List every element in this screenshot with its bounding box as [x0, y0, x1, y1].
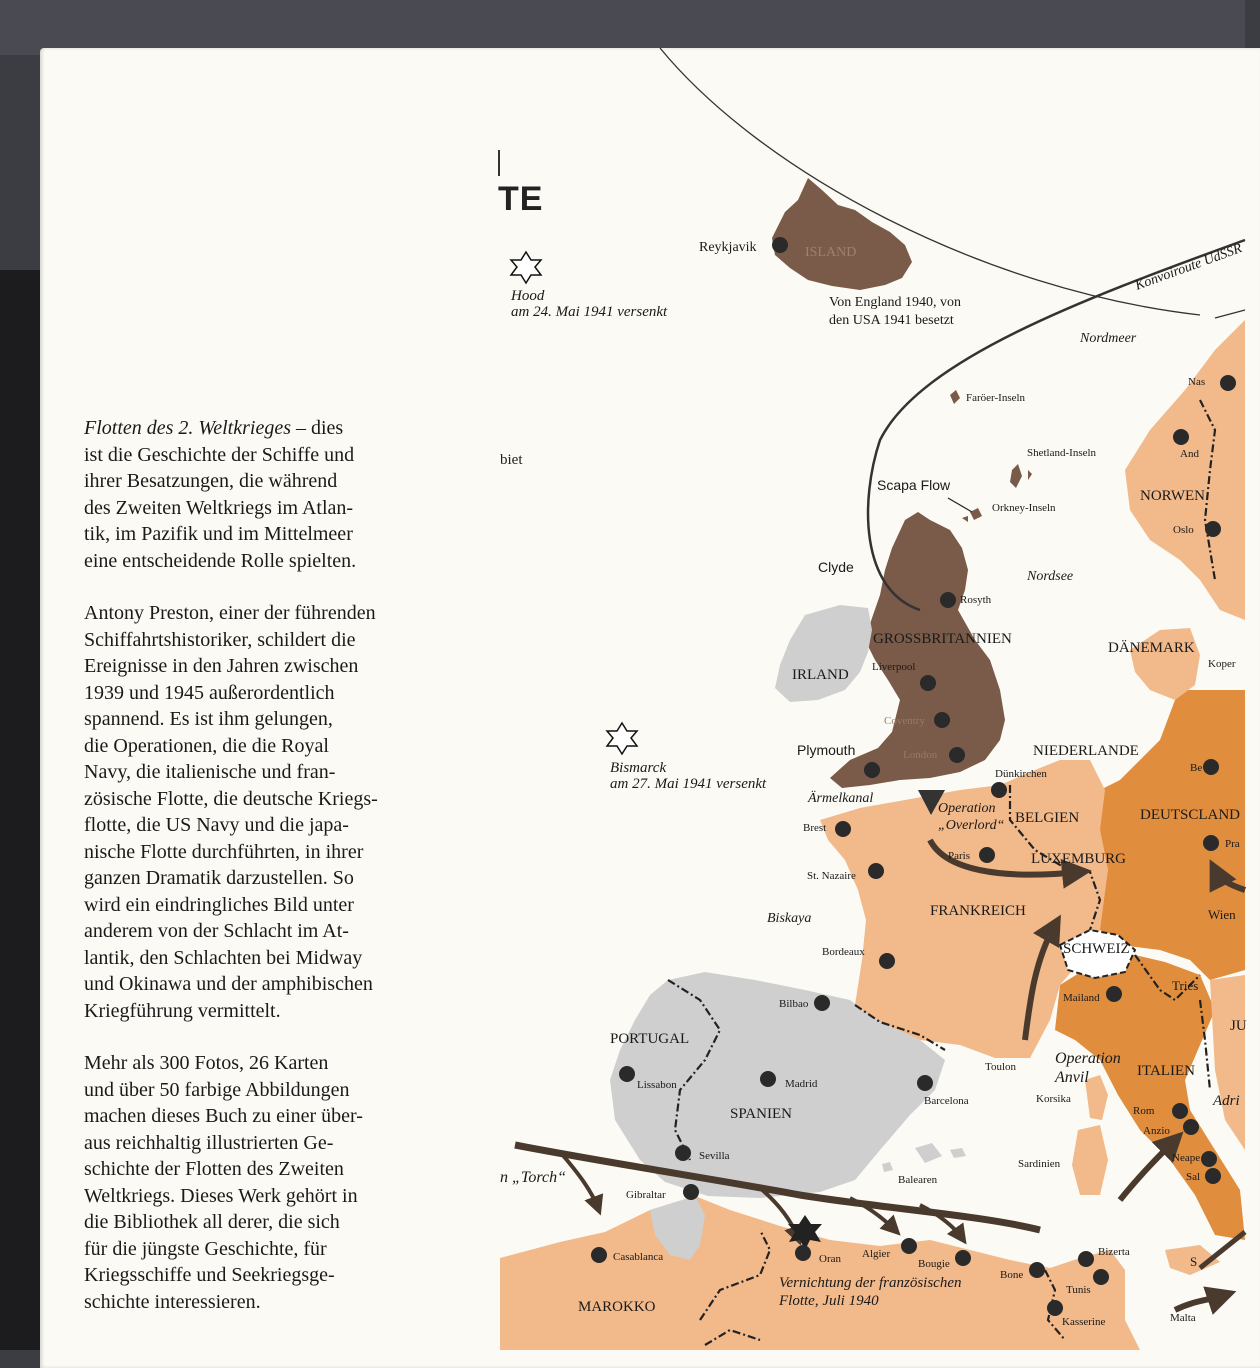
torch-label: n „Torch“: [500, 1169, 566, 1186]
place-label: St. Nazaire: [807, 870, 856, 882]
country-label: SPANIEN: [730, 1106, 792, 1122]
italy-arrow: [1120, 1140, 1175, 1200]
blurb-line: und über 50 farbige Abbildungen: [84, 1078, 350, 1101]
book-spine: [0, 270, 40, 1350]
place-label: Wien: [1208, 907, 1236, 922]
place-label: Koper: [1208, 658, 1236, 670]
place-label: Anzio: [1143, 1125, 1170, 1137]
blurb-line: ganzen Dramatik darzustellen. So: [84, 867, 354, 889]
place-label: Plymouth: [797, 742, 856, 758]
blurb-paragraph-2: [84, 600, 444, 1024]
city-dot: [683, 1184, 699, 1200]
place-label: Algier: [862, 1248, 891, 1260]
blurb-line: eine entscheidende Rolle spielten.: [84, 549, 357, 572]
denmark-landmass: [1130, 628, 1200, 700]
convoy-route-label: Konvoiroute UdSSR: [1133, 241, 1245, 294]
city-dot: [1047, 1300, 1063, 1316]
sea-label: Nordmeer: [1080, 331, 1137, 346]
blurb-line: 1939 und 1945 außerordentlich: [84, 681, 335, 704]
place-label: Oslo: [1173, 524, 1194, 536]
blurb-line: die Bibliothek all derer, die sich: [84, 1211, 340, 1233]
shetland-islands: [1010, 464, 1032, 488]
city-dot: [955, 1250, 971, 1266]
place-label: Mailand: [1063, 992, 1100, 1004]
city-dot: [940, 592, 956, 608]
city-dot: [979, 847, 995, 863]
hood-star-icon: [511, 252, 541, 283]
country-label: GROSSBRITANNIEN: [873, 631, 1012, 647]
city-dot: [760, 1071, 776, 1087]
place-label: Malta: [1170, 1312, 1196, 1324]
overlord-label-2: „Overlord“: [938, 818, 1005, 833]
country-label: LUXEMBURG: [1031, 851, 1127, 867]
scapa-pointer: [948, 498, 972, 512]
blurb-line: nische Flotte durchführten, in ihrer: [84, 840, 364, 863]
anvil-label-1: Operation: [1055, 1050, 1121, 1067]
place-label: Balearen: [898, 1174, 938, 1186]
bismarck-date-label: am 27. Mai 1941 versenkt: [610, 776, 767, 792]
page-heading-fragment: TE: [498, 180, 544, 218]
country-label: ISLAND: [805, 245, 857, 260]
city-dot: [795, 1245, 811, 1261]
place-label: Dünkirchen: [995, 768, 1047, 780]
blurb-line: Kriegsschiffe und Seekriegsge-: [84, 1264, 335, 1286]
country-label: SCHWEIZ: [1063, 941, 1130, 957]
city-dot: [1205, 1168, 1221, 1184]
city-dot: [1203, 759, 1219, 775]
french-fleet-label-1: Vernichtung der französischen: [779, 1275, 962, 1291]
place-label: Faröer-Inseln: [966, 392, 1026, 404]
place-label: Shetland-Inseln: [1027, 447, 1097, 459]
place-label: Paris: [948, 850, 970, 862]
arc-route-line: [660, 48, 1200, 315]
place-label: Tries: [1172, 978, 1199, 993]
city-dot: [1172, 1103, 1188, 1119]
place-label: And: [1180, 448, 1199, 460]
blurb-line: Antony Preston, einer der führenden: [84, 602, 376, 624]
convoy-route-line: [1215, 310, 1245, 318]
blurb-line: schichte der Flotten des Zweiten: [84, 1158, 344, 1180]
city-dot: [814, 995, 830, 1011]
blurb-line: Navy, die italienische und fran-: [84, 761, 336, 783]
city-dot: [591, 1247, 607, 1263]
iceland-note-1: Von England 1940, von: [829, 295, 961, 310]
place-label: Oran: [819, 1253, 841, 1265]
europe-war-map: [490, 48, 1245, 1350]
blurb-text: [84, 415, 444, 1341]
country-label: BELGIEN: [1015, 810, 1080, 826]
blurb-line: flotte, die US Navy und die japa-: [84, 814, 349, 836]
country-label: FRANKREICH: [930, 903, 1026, 919]
city-dot: [772, 237, 788, 253]
place-label: Madrid: [785, 1078, 818, 1090]
blurb-paragraph-3: [84, 1050, 444, 1315]
country-label: IRLAND: [792, 667, 849, 683]
scandinavia-landmass: [1125, 320, 1245, 620]
country-label: DEUTSCLAND: [1140, 807, 1240, 823]
blurb-line: zösische Flotte, die deutsche Kriegs-: [84, 787, 378, 810]
country-label: ITALIEN: [1137, 1063, 1195, 1079]
faroe-islands: [950, 390, 960, 404]
city-dot: [1203, 835, 1219, 851]
blurb-line: für die jüngste Geschichte, für: [84, 1237, 327, 1260]
anvil-label-2: Anvil: [1055, 1069, 1089, 1086]
city-dot: [864, 762, 880, 778]
place-label: Tunis: [1066, 1284, 1091, 1296]
place-label: Kasserine: [1062, 1316, 1106, 1328]
blurb-line: ihrer Besatzungen, die während: [84, 470, 338, 492]
place-label: London: [903, 749, 938, 761]
country-label: MAROKKO: [578, 1299, 656, 1315]
blurb-line: des Zweiten Weltkriegs im Atlan-: [84, 496, 354, 519]
blurb-line: schichte interessieren.: [84, 1290, 261, 1313]
place-label: Gibraltar: [626, 1189, 666, 1201]
blurb-line: Ereignisse in den Jahren zwischen: [84, 655, 359, 677]
country-label: NIEDERLANDE: [1033, 743, 1139, 759]
city-dot: [917, 1075, 933, 1091]
balkans-landmass: [1210, 975, 1245, 1150]
city-dot: [1106, 986, 1122, 1002]
place-label: Casablanca: [613, 1251, 664, 1263]
country-label: NORWEN: [1140, 488, 1205, 504]
city-dot: [868, 863, 884, 879]
place-label: Rosyth: [960, 594, 992, 606]
place-label: Neape: [1172, 1152, 1201, 1164]
city-dot: [949, 747, 965, 763]
place-label: Clyde: [818, 559, 854, 575]
place-label: Bone: [1000, 1269, 1024, 1281]
book-cover-edge: [0, 0, 1245, 55]
city-dot: [1093, 1269, 1109, 1285]
place-label: Barcelona: [924, 1095, 969, 1107]
place-label: Sevilla: [699, 1150, 730, 1162]
french-fleet-label-2: Flotte, Juli 1940: [779, 1293, 879, 1309]
blurb-line: wird ein eindringliches Bild unter: [84, 893, 354, 916]
blurb-line: aus reichhaltig illustrierten Ge-: [84, 1131, 334, 1154]
blurb-line: ist die Geschichte der Schiffe und: [84, 443, 355, 466]
place-label: S: [1190, 1254, 1198, 1269]
city-dot: [879, 953, 895, 969]
place-label: Bilbao: [779, 998, 809, 1010]
city-dot: [901, 1238, 917, 1254]
sardinia-landmass: [1072, 1125, 1108, 1195]
city-dot: [1173, 429, 1189, 445]
balearic-islands: [882, 1143, 966, 1172]
blurb-line: machen dieses Buch zu einer über-: [84, 1105, 363, 1127]
place-label: Sal: [1186, 1171, 1201, 1183]
place-label: Reykjavik: [699, 240, 757, 255]
place-label: Be: [1190, 762, 1203, 774]
orkney-islands: [962, 508, 982, 522]
city-dot: [1029, 1262, 1045, 1278]
place-label: Bordeaux: [822, 946, 865, 958]
book-title: Flotten des 2. Weltkrieges: [84, 417, 291, 439]
bismarck-label: Bismarck: [610, 760, 667, 776]
blurb-line: – dies: [296, 417, 344, 439]
city-dot: [619, 1066, 635, 1082]
city-dot: [1183, 1119, 1199, 1135]
sicily-arrow: [1175, 1295, 1225, 1310]
blurb-line: spannend. Es ist ihm gelungen,: [84, 708, 333, 730]
place-label: Toulon: [985, 1061, 1017, 1073]
place-label: Sardinien: [1018, 1158, 1061, 1170]
blurb-line: lantik, den Schlachten bei Midway: [84, 946, 363, 969]
place-label: Pra: [1225, 838, 1240, 850]
sea-label: Nordsee: [1027, 569, 1074, 584]
place-label: Rom: [1133, 1105, 1155, 1117]
place-label: Bizerta: [1098, 1246, 1130, 1258]
country-label: PORTUGAL: [610, 1031, 690, 1047]
city-dot: [1220, 375, 1236, 391]
sea-label: Biskaya: [767, 911, 812, 926]
place-label: Scapa Flow: [877, 477, 951, 493]
city-dot: [1078, 1251, 1094, 1267]
sicily-east-arrow: [1200, 1232, 1245, 1268]
blurb-line: und Okinawa und der amphibischen: [84, 973, 373, 995]
blurb-line: Weltkriegs. Dieses Werk gehört in: [84, 1184, 358, 1207]
place-label: Nas: [1188, 376, 1206, 388]
place-label: Korsika: [1036, 1093, 1071, 1105]
blurb-line: anderem von der Schlacht im At-: [84, 920, 349, 942]
place-label: Lissabon: [637, 1079, 677, 1091]
city-dot: [1201, 1151, 1217, 1167]
city-dot: [835, 821, 851, 837]
blurb-line: die Operationen, die die Royal: [84, 734, 329, 757]
place-label: Bougie: [918, 1258, 950, 1270]
city-dot: [920, 675, 936, 691]
place-label: Coventry: [884, 715, 925, 727]
iceland-note-2: den USA 1941 besetzt: [829, 313, 954, 328]
place-label: Liverpool: [872, 661, 916, 673]
bismarck-star-icon: [607, 723, 637, 754]
blurb-line: tik, im Pazifik und im Mittelmeer: [84, 523, 353, 545]
country-label: DÄNEMARK: [1108, 640, 1195, 656]
sea-label: Adri: [1213, 1093, 1240, 1109]
city-dot: [934, 712, 950, 728]
ireland-landmass: [775, 605, 872, 702]
hood-label: Hood: [511, 288, 545, 304]
blurb-line: Mehr als 300 Fotos, 26 Karten: [84, 1052, 329, 1074]
hood-date-label: am 24. Mai 1941 versenkt: [511, 304, 668, 320]
blurb-line: Kriegführung vermittelt.: [84, 999, 281, 1022]
place-label: Orkney-Inseln: [992, 502, 1056, 514]
blurb-line: Schiffahrtshistoriker, schildert die: [84, 628, 356, 651]
city-dot: [675, 1145, 691, 1161]
overlord-label-1: Operation: [938, 801, 996, 816]
country-label: JU: [1230, 1018, 1247, 1034]
blurb-paragraph-1: [84, 415, 444, 574]
sea-label: Ärmelkanal: [808, 791, 874, 806]
city-dot: [991, 782, 1007, 798]
place-label: Brest: [803, 822, 827, 834]
cut-off-word: biet: [500, 452, 523, 468]
city-dot: [1205, 521, 1221, 537]
